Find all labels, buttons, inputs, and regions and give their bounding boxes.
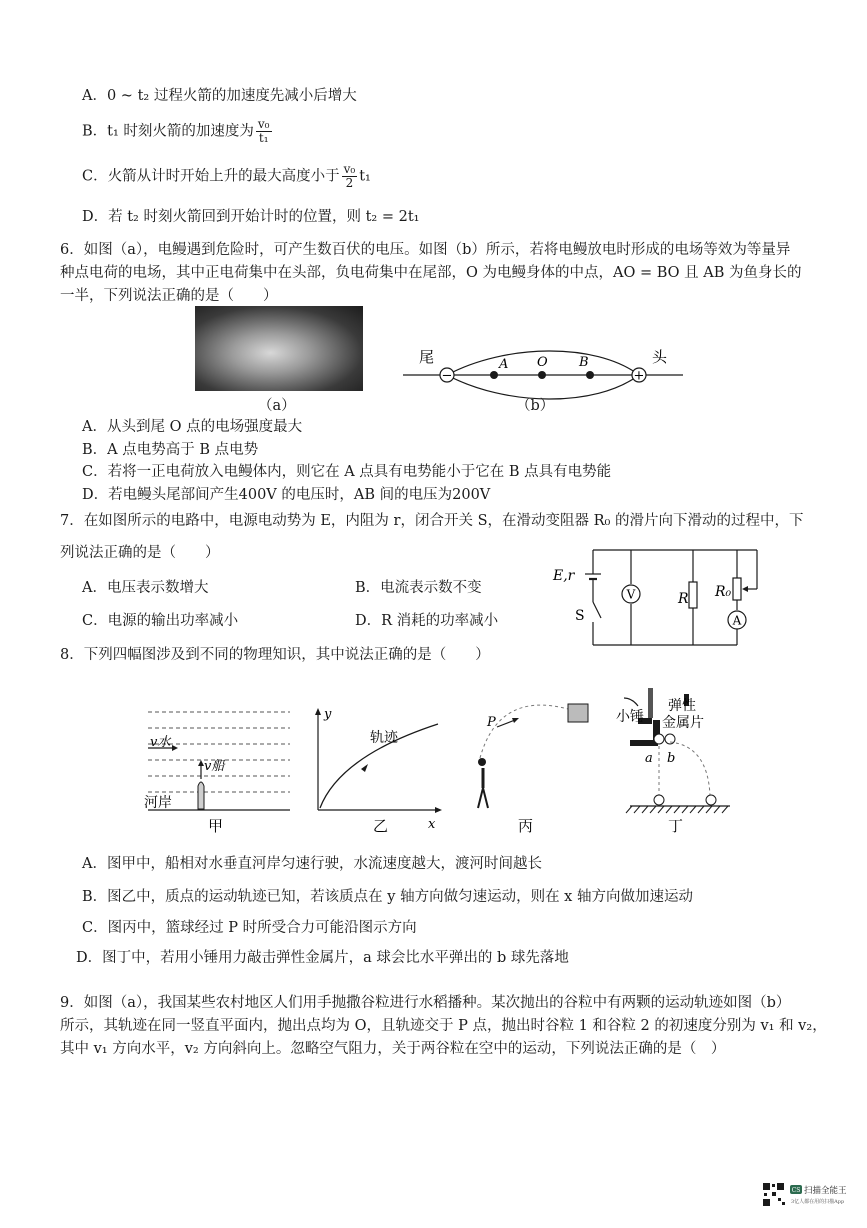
figure-trajectory-graph bbox=[315, 707, 442, 832]
point-p-label: P bbox=[487, 715, 496, 730]
negative-charge-sign: − bbox=[441, 368, 453, 384]
scanner-slogan: 3亿人都在用的扫描App bbox=[791, 1199, 845, 1205]
electric-eel-photo bbox=[195, 306, 363, 391]
hammer-label: 小锤 bbox=[616, 709, 644, 725]
figure-caption-jia: 甲 bbox=[208, 817, 224, 835]
figure-caption-yi: 乙 bbox=[373, 817, 389, 835]
q8-option-b: B．图乙中，质点的运动轨迹已知，若该质点在 y 轴方向做匀速运动，则在 x 轴方向做加速运动 bbox=[82, 889, 693, 905]
emf-label: E,r bbox=[553, 568, 575, 584]
q6-figure-a-caption: （a） bbox=[258, 398, 296, 414]
q7-option-b: B．电流表示数不变 bbox=[355, 580, 482, 596]
x-axis-label: x bbox=[428, 817, 436, 832]
q9-stem-line2: 所示，其轨迹在同一竖直平面内，抛出点均为 O，且轨迹交于 P 点，抛出时谷粒 1 和谷粒 2 的初速度分别为 v₁ 和 v₂， bbox=[60, 1018, 827, 1034]
ball-a-label: a bbox=[645, 751, 653, 766]
river-bank-label: 河岸 bbox=[144, 795, 172, 811]
figure-river-crossing bbox=[144, 712, 290, 811]
point-o-label: O bbox=[537, 355, 548, 370]
metal-label-line1: 弹性 bbox=[668, 698, 696, 714]
tail-label: 尾 bbox=[419, 348, 435, 366]
figure-falling-balls bbox=[616, 688, 730, 813]
q6-option-c: C．若将一正电荷放入电鳗体内，则它在 A 点具有电势能小于它在 B 点具有电势能 bbox=[82, 464, 612, 480]
q7-circuit-diagram bbox=[545, 540, 785, 652]
rheostat-label: R₀ bbox=[715, 584, 732, 600]
q8-option-c: C．图丙中，篮球经过 P 时所受合力可能沿图示方向 bbox=[82, 920, 417, 936]
q6-stem-line2: 种点电荷的电场，其中正电荷集中在头部，负电荷集中在尾部，O 为电鳗身体的中点，AO = BO 且 AB 为鱼身长的 bbox=[60, 265, 802, 281]
q6-option-b: B．A 点电势高于 B 点电势 bbox=[82, 442, 259, 458]
resistor-r-label: R bbox=[678, 591, 689, 607]
q5-option-b bbox=[82, 118, 274, 145]
figure-caption-ding: 丁 bbox=[668, 817, 684, 835]
q7-stem-line1: 7．在如图所示的电路中，电源电动势为 E，内阻为 r，闭合开关 S，在滑动变阻器 R₀ 的滑片向下滑动的过程中，下 bbox=[60, 513, 804, 529]
point-b-label: B bbox=[579, 355, 589, 370]
ammeter-label: A bbox=[732, 613, 742, 628]
trajectory-label: 轨迹 bbox=[370, 730, 398, 746]
ball-b-label: b bbox=[667, 751, 676, 766]
scanner-logo: CS bbox=[791, 1187, 801, 1194]
q7-stem-line2: 列说法正确的是（ ） bbox=[60, 545, 220, 561]
q5-option-c-fraction: $\frac{\text{v₀}}{2}$ bbox=[343, 162, 356, 190]
q5-option-b-fraction: $\frac{\text{v₀}}{\text{t₁}}$ bbox=[257, 117, 270, 145]
head-label: 头 bbox=[652, 348, 668, 366]
boat-velocity-label: v船 bbox=[204, 759, 225, 774]
q7-option-d: D．R 消耗的功率减小 bbox=[355, 613, 499, 629]
metal-label-line2: 金属片 bbox=[662, 715, 704, 731]
scanner-brand: 扫描全能王 bbox=[804, 1186, 847, 1196]
switch-label: S bbox=[575, 608, 585, 624]
q8-figures bbox=[140, 676, 760, 841]
q5-option-c-text: C．火箭从计时开始上升的最大高度小于 bbox=[82, 168, 340, 185]
q5-option-a: A．0 ~ t₂ 过程火箭的加速度先减小后增大 bbox=[82, 88, 357, 104]
q5-option-d: D．若 t₂ 时刻火箭回到开始计时的位置，则 t₂ = 2t₁ bbox=[82, 209, 420, 225]
q6-stem-line3: 一半，下列说法正确的是（ ） bbox=[60, 288, 278, 304]
positive-charge-sign: + bbox=[633, 368, 645, 384]
voltmeter-label: V bbox=[626, 587, 636, 602]
q7-option-c: C．电源的输出功率减小 bbox=[82, 613, 239, 629]
figure-basketball bbox=[478, 704, 588, 808]
q7-option-a: A．电压表示数增大 bbox=[82, 580, 209, 596]
water-velocity-label: v水 bbox=[150, 735, 171, 750]
figure-caption-bing: 丙 bbox=[518, 817, 534, 835]
q6-option-d: D．若电鳗头尾部间产生400V 的电压时，AB 间的电压为200V bbox=[82, 487, 491, 503]
q8-stem: 8．下列四幅图涉及到不同的物理知识，其中说法正确的是（ ） bbox=[60, 647, 490, 663]
q8-option-d: D．图丁中，若用小锤用力敲击弹性金属片，a 球会比水平弹出的 b 球先落地 bbox=[76, 950, 569, 966]
q5-option-b-text: B．t₁ 时刻火箭的加速度为 bbox=[82, 123, 254, 140]
q8-option-a: A．图甲中，船相对水垂直河岸匀速行驶，水流速度越大，渡河时间越长 bbox=[82, 856, 542, 872]
q6-figure-b-caption: （b） bbox=[516, 398, 555, 414]
q5-option-c-tail: t₁ bbox=[359, 168, 371, 185]
q5-option-c bbox=[82, 163, 371, 190]
y-axis-label: y bbox=[324, 707, 332, 722]
q6-stem-line1: 6．如图（a），电鳗遇到危险时，可产生数百伏的电压。如图（b）所示，若将电鳗放电时形成的电场等效为等量异 bbox=[60, 242, 791, 258]
scanner-watermark bbox=[762, 1182, 850, 1208]
q9-stem-line3: 其中 v₁ 方向水平，v₂ 方向斜向上。忽略空气阻力，关于两谷粒在空中的运动，下列说法正确的是（ ） bbox=[60, 1041, 726, 1057]
q9-stem-line1: 9．如图（a），我国某些农村地区人们用手抛撒谷粒进行水稻播种。某次抛出的谷粒中有两颗的运动轨迹如图（b） bbox=[60, 995, 791, 1011]
point-a-label: A bbox=[499, 357, 509, 372]
q6-option-a: A．从头到尾 O 点的电场强度最大 bbox=[82, 419, 303, 435]
